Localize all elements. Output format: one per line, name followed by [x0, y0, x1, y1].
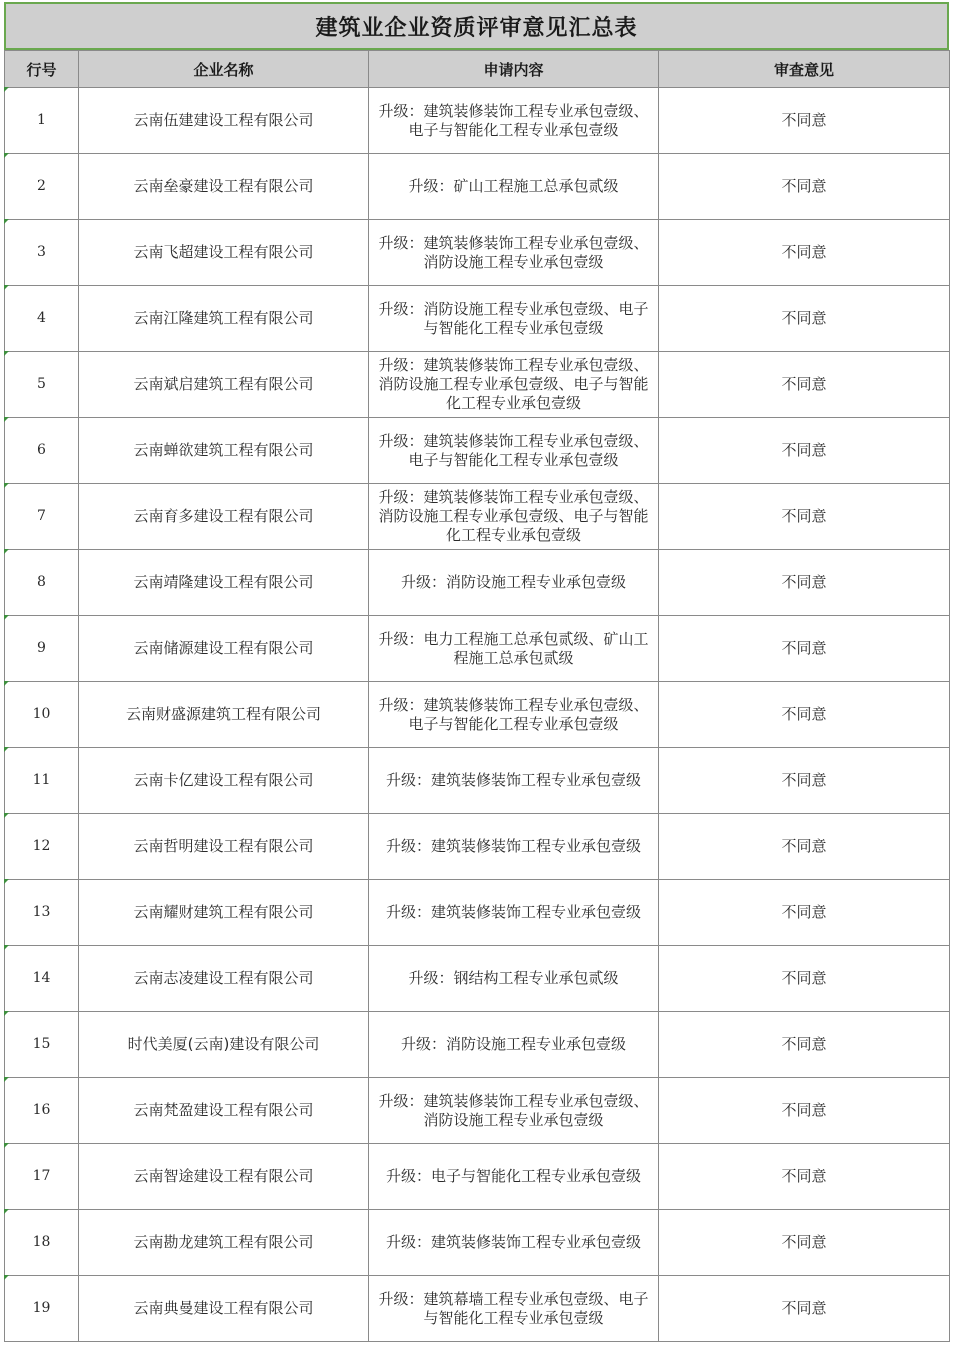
cell-company[interactable]: 云南耀财建筑工程有限公司 — [79, 880, 369, 946]
cell-row-no[interactable]: 8 — [5, 550, 79, 616]
table-row — [5, 616, 950, 682]
cell-row-no[interactable]: 9 — [5, 616, 79, 682]
cell-application[interactable]: 升级：建筑幕墙工程专业承包壹级、电子与智能化工程专业承包壹级 — [369, 1276, 659, 1342]
table-row — [5, 1210, 950, 1276]
table-row — [5, 682, 950, 748]
cell-company[interactable]: 云南典曼建设工程有限公司 — [79, 1276, 369, 1342]
table-row — [5, 154, 950, 220]
table-row — [5, 1012, 950, 1078]
cell-opinion[interactable]: 不同意 — [659, 154, 950, 220]
table-row — [5, 1276, 950, 1342]
cell-opinion[interactable]: 不同意 — [659, 748, 950, 814]
table-row — [5, 220, 950, 286]
cell-row-no[interactable]: 7 — [5, 484, 79, 550]
cell-row-no[interactable]: 11 — [5, 748, 79, 814]
cell-opinion[interactable]: 不同意 — [659, 814, 950, 880]
cell-company[interactable]: 云南伍建建设工程有限公司 — [79, 88, 369, 154]
cell-row-no[interactable]: 17 — [5, 1144, 79, 1210]
table-row — [5, 88, 950, 154]
spreadsheet — [4, 2, 949, 1342]
table-body — [5, 88, 950, 1342]
cell-opinion[interactable]: 不同意 — [659, 550, 950, 616]
cell-row-no[interactable]: 5 — [5, 352, 79, 418]
cell-company[interactable]: 云南财盛源建筑工程有限公司 — [79, 682, 369, 748]
header-company[interactable]: 企业名称 — [79, 51, 369, 88]
cell-row-no[interactable]: 19 — [5, 1276, 79, 1342]
cell-application[interactable]: 升级：建筑装修装饰工程专业承包壹级、消防设施工程专业承包壹级、电子与智能化工程专业承包壹级 — [369, 484, 659, 550]
header-row — [5, 51, 950, 88]
cell-application[interactable]: 升级：消防设施工程专业承包壹级 — [369, 1012, 659, 1078]
cell-application[interactable]: 升级：矿山工程施工总承包贰级 — [369, 154, 659, 220]
cell-application[interactable]: 升级：建筑装修装饰工程专业承包壹级、电子与智能化工程专业承包壹级 — [369, 418, 659, 484]
cell-opinion[interactable]: 不同意 — [659, 1144, 950, 1210]
table-row — [5, 814, 950, 880]
cell-row-no[interactable]: 2 — [5, 154, 79, 220]
cell-row-no[interactable]: 16 — [5, 1078, 79, 1144]
cell-opinion[interactable]: 不同意 — [659, 352, 950, 418]
cell-company[interactable]: 云南江隆建筑工程有限公司 — [79, 286, 369, 352]
table-row — [5, 880, 950, 946]
table-row — [5, 1144, 950, 1210]
cell-application[interactable]: 升级：建筑装修装饰工程专业承包壹级 — [369, 748, 659, 814]
cell-opinion[interactable]: 不同意 — [659, 946, 950, 1012]
cell-company[interactable]: 云南垒豪建设工程有限公司 — [79, 154, 369, 220]
cell-application[interactable]: 升级：建筑装修装饰工程专业承包壹级 — [369, 1210, 659, 1276]
cell-company[interactable]: 云南哲明建设工程有限公司 — [79, 814, 369, 880]
cell-company[interactable]: 云南蝉欲建筑工程有限公司 — [79, 418, 369, 484]
cell-company[interactable]: 时代美厦(云南)建设有限公司 — [79, 1012, 369, 1078]
cell-opinion[interactable]: 不同意 — [659, 682, 950, 748]
cell-application[interactable]: 升级：建筑装修装饰工程专业承包壹级、消防设施工程专业承包壹级、电子与智能化工程专业承包壹级 — [369, 352, 659, 418]
cell-company[interactable]: 云南梵盈建设工程有限公司 — [79, 1078, 369, 1144]
cell-opinion[interactable]: 不同意 — [659, 484, 950, 550]
cell-row-no[interactable]: 14 — [5, 946, 79, 1012]
cell-row-no[interactable]: 10 — [5, 682, 79, 748]
header-row-no[interactable]: 行号 — [5, 51, 79, 88]
cell-company[interactable]: 云南智途建设工程有限公司 — [79, 1144, 369, 1210]
cell-row-no[interactable]: 1 — [5, 88, 79, 154]
cell-application[interactable]: 升级：电子与智能化工程专业承包壹级 — [369, 1144, 659, 1210]
cell-row-no[interactable]: 15 — [5, 1012, 79, 1078]
cell-application[interactable]: 升级：建筑装修装饰工程专业承包壹级 — [369, 814, 659, 880]
table-row — [5, 748, 950, 814]
review-table — [4, 50, 950, 1342]
cell-opinion[interactable]: 不同意 — [659, 1012, 950, 1078]
cell-row-no[interactable]: 12 — [5, 814, 79, 880]
cell-opinion[interactable]: 不同意 — [659, 418, 950, 484]
cell-company[interactable]: 云南储源建设工程有限公司 — [79, 616, 369, 682]
cell-application[interactable]: 升级：建筑装修装饰工程专业承包壹级、消防设施工程专业承包壹级 — [369, 1078, 659, 1144]
table-row — [5, 946, 950, 1012]
cell-opinion[interactable]: 不同意 — [659, 220, 950, 286]
cell-row-no[interactable]: 3 — [5, 220, 79, 286]
cell-row-no[interactable]: 18 — [5, 1210, 79, 1276]
cell-application[interactable]: 升级：消防设施工程专业承包壹级、电子与智能化工程专业承包壹级 — [369, 286, 659, 352]
cell-company[interactable]: 云南志凌建设工程有限公司 — [79, 946, 369, 1012]
table-title[interactable]: 建筑业企业资质评审意见汇总表 — [4, 2, 949, 50]
cell-opinion[interactable]: 不同意 — [659, 1210, 950, 1276]
table-row — [5, 1078, 950, 1144]
cell-row-no[interactable]: 6 — [5, 418, 79, 484]
table-row — [5, 352, 950, 418]
cell-application[interactable]: 升级：建筑装修装饰工程专业承包壹级、电子与智能化工程专业承包壹级 — [369, 682, 659, 748]
table-row — [5, 484, 950, 550]
cell-opinion[interactable]: 不同意 — [659, 1078, 950, 1144]
header-opinion[interactable]: 审查意见 — [659, 51, 950, 88]
table-row — [5, 286, 950, 352]
cell-company[interactable]: 云南勘龙建筑工程有限公司 — [79, 1210, 369, 1276]
cell-opinion[interactable]: 不同意 — [659, 286, 950, 352]
cell-opinion[interactable]: 不同意 — [659, 616, 950, 682]
cell-company[interactable]: 云南育多建设工程有限公司 — [79, 484, 369, 550]
cell-application[interactable]: 升级：消防设施工程专业承包壹级 — [369, 550, 659, 616]
cell-row-no[interactable]: 13 — [5, 880, 79, 946]
header-application[interactable]: 申请内容 — [369, 51, 659, 88]
cell-company[interactable]: 云南卡亿建设工程有限公司 — [79, 748, 369, 814]
cell-application[interactable]: 升级：建筑装修装饰工程专业承包壹级、消防设施工程专业承包壹级 — [369, 220, 659, 286]
cell-company[interactable]: 云南靖隆建设工程有限公司 — [79, 550, 369, 616]
cell-row-no[interactable]: 4 — [5, 286, 79, 352]
cell-application[interactable]: 升级：电力工程施工总承包贰级、矿山工程施工总承包贰级 — [369, 616, 659, 682]
cell-company[interactable]: 云南斌启建筑工程有限公司 — [79, 352, 369, 418]
table-row — [5, 550, 950, 616]
cell-application[interactable]: 升级：建筑装修装饰工程专业承包壹级 — [369, 880, 659, 946]
cell-opinion[interactable]: 不同意 — [659, 1276, 950, 1342]
cell-company[interactable]: 云南飞超建设工程有限公司 — [79, 220, 369, 286]
cell-application[interactable]: 升级：钢结构工程专业承包贰级 — [369, 946, 659, 1012]
table-row — [5, 418, 950, 484]
cell-opinion[interactable]: 不同意 — [659, 880, 950, 946]
cell-opinion[interactable]: 不同意 — [659, 88, 950, 154]
cell-application[interactable]: 升级：建筑装修装饰工程专业承包壹级、电子与智能化工程专业承包壹级 — [369, 88, 659, 154]
